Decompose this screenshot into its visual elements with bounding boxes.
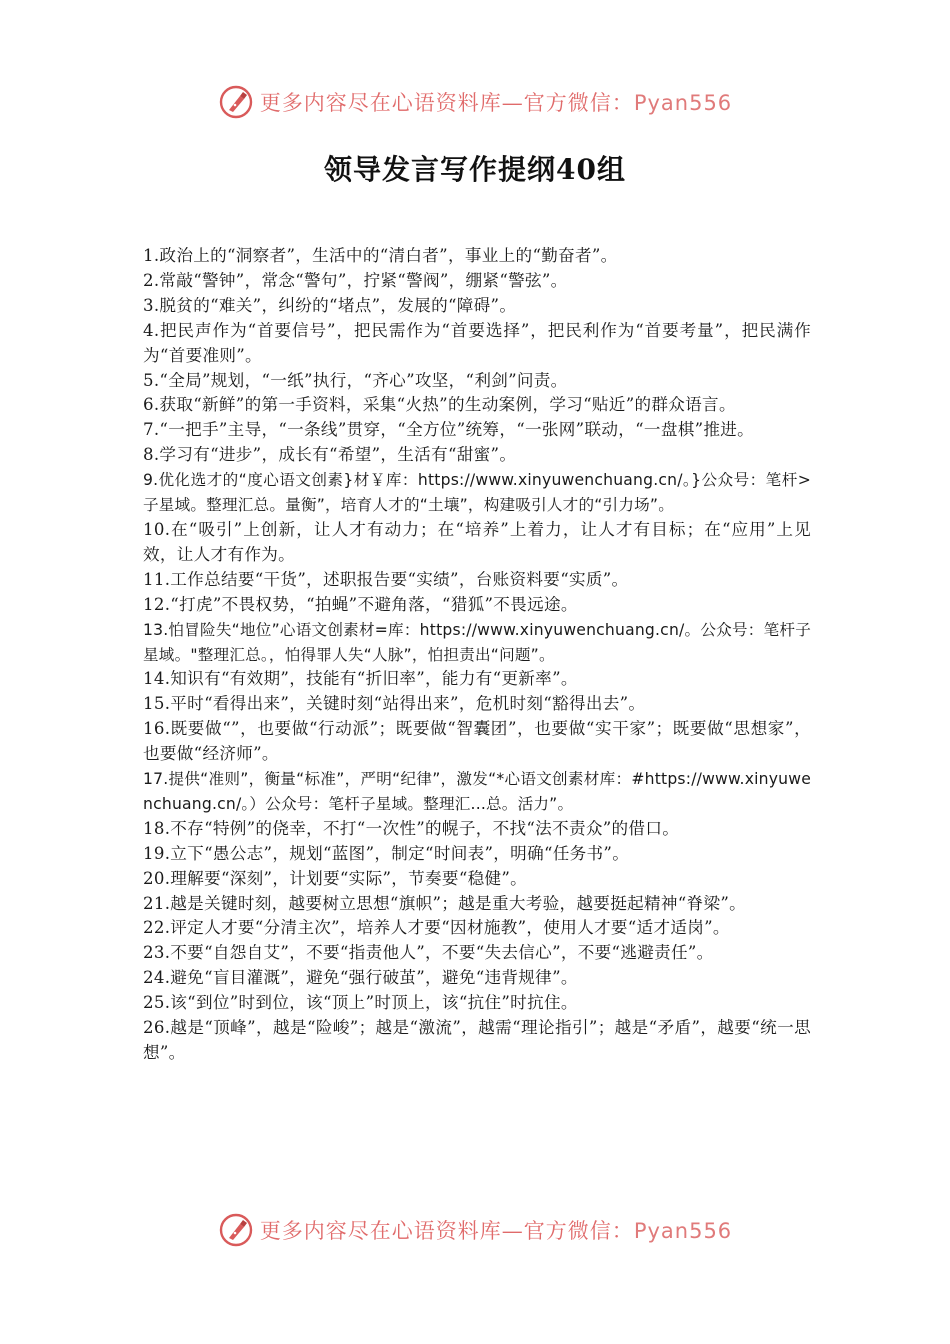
outline-item: 12.“打虎”不畏权势，“拍蝇”不避角落，“猎狐”不畏远途。 (143, 594, 578, 614)
header-banner (0, 82, 950, 122)
outline-item: 20.理解要“深刻”，计划要“实际”，节奏要“稳健”。 (143, 868, 528, 888)
outline-item: 8.学习有“进步”，成长有“希望”，生活有“甜蜜”。 (143, 445, 517, 465)
outline-item: 13.怕冒险失“地位”心语文创素材=库：https://www.xinyuwenchuang.cn/。公众号：笔杆子星域。"整理汇总。，怕得罪人失“人脉”，怕担责出“问题”。 (143, 620, 811, 664)
outline-item: 5.“全局”规划，“一纸”执行，“齐心”攻坚，“利剑”问责。 (143, 370, 568, 390)
outline-item: 7.“一把手”主导，“一条线”贯穿，“全方位”统筹，“一张网”联动，“一盘棋”推进。 (143, 420, 755, 440)
outline-item: 26.越是“顶峰”，越是“险峻”；越是“激流”，越需“理论指引”；越是“矛盾”，越要“统一思想”。 (143, 1018, 811, 1062)
outline-item: 10.在“吸引”上创新，让人才有动力；在“培养”上着力，让人才有目标；在“应用”上见效，让人才有作为。 (143, 519, 811, 564)
outline-item: 22.评定人才要“分清主次”，培养人才要“因材施教”，使用人才要“适才适岗”。 (143, 918, 730, 938)
banner-text: 更多内容尽在心语资料库—官方微信：Pyan556 (259, 91, 733, 115)
wechat-id: Pyan556 (633, 91, 733, 115)
outline-item: 23.不要“自怨自艾”，不要“指责他人”，不要“失去信心”，不要“逃避责任”。 (143, 943, 714, 963)
outline-item: 19.立下“愚公志”，规划“蓝图”，制定“时间表”，明确“任务书”。 (143, 843, 630, 863)
outline-item: 24.避免“盲目灌溉”，避免“强行破茧”，避免“违背规律”。 (143, 968, 578, 988)
outline-item: 3.脱贫的“难关”，纠纷的“堵点”，发展的“障碍”。 (143, 295, 517, 315)
outline-item: 16.既要做“”，也要做“行动派”；既要做“智囊团”，也要做“实干家”；既要做“思想家”，也要做“经济师”。 (143, 719, 811, 764)
outline-item: 17.提供“准则”，衡量“标准”，严明“纪律”，激发“*心语文创素材库：#https://www.xinyuwenchuang.cn/。）公众号：笔杆子星域。整理汇...总。活力”。 (143, 770, 811, 813)
footer-banner (0, 1210, 950, 1250)
wechat-id: Pyan556 (633, 1219, 733, 1243)
outline-item: 2.常敲“警钟”，常念“警句”，拧紧“警阀”，绷紧“警弦”。 (143, 270, 568, 290)
outline-item: 1.政治上的“洞察者”，生活中的“清白者”，事业上的“勤奋者”。 (143, 246, 618, 265)
banner-text: 更多内容尽在心语资料库—官方微信：Pyan556 (259, 1219, 733, 1243)
pen-nib-logo-icon (218, 1212, 254, 1248)
outline-item: 4.把民声作为“首要信号”，把民需作为“首要选择”，把民利作为“首要考量”，把民满作为“首要准则”。 (143, 320, 811, 365)
outline-item: 21.越是关键时刻，越要树立思想“旗帜”；越是重大考验，越要挺起精神“脊梁”。 (143, 893, 747, 913)
document-title: 领导发言写作提纲40组 (324, 153, 626, 186)
document-body (143, 244, 811, 1066)
pen-nib-logo-icon (218, 84, 254, 120)
outline-item: 25.该“到位”时到位，该“顶上”时顶上，该“抗住”时抗住。 (143, 993, 578, 1013)
outline-item: 11.工作总结要“干货”，述职报告要“实绩”，台账资料要“实质”。 (143, 569, 629, 589)
outline-item: 18.不存“特例”的侥幸，不打“一次性”的幌子，不找“法不责众”的借口。 (143, 818, 680, 838)
outline-item: 14.知识有“有效期”，技能有“折旧率”，能力有“更新率”。 (143, 669, 578, 689)
outline-item: 6.获取“新鲜”的第一手资料，采集“火热”的生动案例，学习“贴近”的群众语言。 (143, 395, 736, 415)
outline-item: 15.平时“看得出来”，关键时刻“站得出来”，危机时刻“豁得出去”。 (143, 694, 646, 714)
outline-item: 9.优化选才的“度心语文创素}材￥库：https://www.xinyuwenchuang.cn/。}公众号：笔杆>子星域。整理汇总。量衡”，培育人才的“土壤”，构建吸引人才的“引力场”。 (143, 471, 811, 515)
